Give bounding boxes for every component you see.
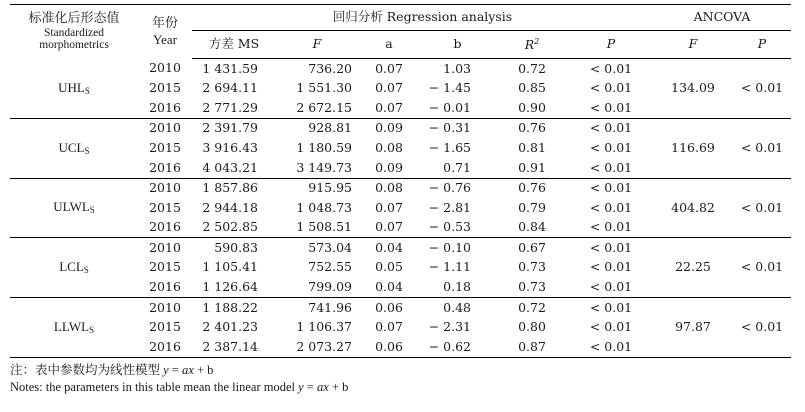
cell-ancova-f: 404.82 bbox=[653, 178, 733, 238]
cell-year: 2010 bbox=[149, 299, 181, 315]
cell-year: 2015 bbox=[149, 139, 181, 155]
cell-ms: 4 043.21 bbox=[192, 158, 276, 178]
cell-f: 915.95 bbox=[308, 180, 352, 196]
morph-label-text: UHL bbox=[58, 79, 85, 95]
cell-ancova-p: < 0.01 bbox=[733, 59, 791, 119]
cell-r2: 0.76 bbox=[518, 180, 546, 196]
morph-label-text: LCL bbox=[59, 259, 84, 275]
year-header bbox=[138, 5, 192, 59]
cell-ancova-f: 22.25 bbox=[653, 238, 733, 298]
table-row bbox=[10, 178, 791, 198]
cell-a: 0.06 bbox=[375, 299, 403, 315]
cell-f: 1 106.37 bbox=[296, 319, 352, 335]
cell-ancova-p: < 0.01 bbox=[733, 118, 791, 178]
morph-header-en-1: Standardized bbox=[43, 26, 105, 39]
morph-header-cn: 标准化后形态值 bbox=[28, 10, 120, 26]
cell-r2: 0.72 bbox=[518, 299, 546, 315]
cell-f: 928.81 bbox=[308, 120, 352, 136]
cell-year: 2010 bbox=[149, 180, 181, 196]
cell-f: 2 672.15 bbox=[276, 98, 358, 118]
cell-a: 0.07 bbox=[358, 98, 420, 118]
cell-p: < 0.01 bbox=[589, 319, 633, 335]
morph-label-sub: S bbox=[89, 205, 95, 216]
note-cn-eq: = bbox=[168, 363, 183, 377]
cell-p: < 0.01 bbox=[589, 80, 633, 96]
cell-b: − 1.11 bbox=[428, 259, 471, 275]
cell-ms: 2 694.11 bbox=[202, 80, 258, 96]
cell-ancova-p: < 0.01 bbox=[733, 298, 791, 358]
cell-year: 2016 bbox=[138, 337, 192, 357]
cell-r2: 0.73 bbox=[518, 259, 546, 275]
note-cn-x: x bbox=[188, 363, 194, 377]
cell-ms: 1 126.64 bbox=[192, 278, 276, 298]
cell-a: 0.07 bbox=[375, 199, 403, 215]
cell-p: < 0.01 bbox=[589, 199, 633, 215]
cell-a: 0.06 bbox=[358, 337, 420, 357]
ancova-f-header: F bbox=[653, 31, 733, 59]
cell-a: 0.07 bbox=[375, 319, 403, 335]
note-cn-a: a bbox=[182, 363, 189, 377]
r2-header-base: R bbox=[524, 36, 535, 52]
cell-year: 2015 bbox=[149, 319, 181, 335]
cell-ms: 590.83 bbox=[214, 239, 258, 255]
cell-ms: 2 502.85 bbox=[192, 218, 276, 238]
cell-a: 0.04 bbox=[358, 278, 420, 298]
note-en-plus: + bbox=[328, 380, 343, 394]
cell-p: < 0.01 bbox=[569, 98, 653, 118]
cell-f: 1 048.73 bbox=[296, 199, 352, 215]
r2-header bbox=[495, 31, 569, 59]
cell-b: 0.18 bbox=[420, 278, 495, 298]
cell-r2: 0.90 bbox=[495, 98, 569, 118]
note-en-x: x bbox=[323, 380, 329, 394]
cell-f: 2 073.27 bbox=[276, 337, 358, 357]
cell-b: − 0.62 bbox=[420, 337, 495, 357]
cell-b: 1.03 bbox=[443, 60, 471, 76]
cell-ancova-p: < 0.01 bbox=[733, 178, 791, 238]
cell-year: 2010 bbox=[149, 120, 181, 136]
cell-r2: 0.87 bbox=[495, 337, 569, 357]
cell-r2: 0.84 bbox=[495, 218, 569, 238]
morph-label-text: LLWL bbox=[53, 319, 90, 335]
cell-year: 2010 bbox=[149, 239, 181, 255]
cell-ancova-f: 116.69 bbox=[653, 118, 733, 178]
morph-label bbox=[10, 59, 138, 119]
cell-b: − 2.31 bbox=[428, 319, 471, 335]
cell-ms: 1 857.86 bbox=[202, 180, 258, 196]
cell-ms: 3 916.43 bbox=[202, 139, 258, 155]
cell-r2: 0.72 bbox=[518, 60, 546, 76]
cell-ms: 2 387.14 bbox=[192, 337, 276, 357]
cell-ms: 1 188.22 bbox=[202, 299, 258, 315]
cell-f: 741.96 bbox=[308, 299, 352, 315]
cell-b: 0.48 bbox=[443, 299, 471, 315]
cell-a: 0.04 bbox=[375, 239, 403, 255]
note-cn-b: b bbox=[207, 363, 214, 377]
f-header: F bbox=[276, 31, 358, 59]
morph-label bbox=[10, 238, 138, 298]
cell-ms: 1 431.59 bbox=[202, 60, 258, 76]
cell-r2: 0.76 bbox=[518, 120, 546, 136]
regression-group-header: 回归分析 Regression analysis bbox=[192, 5, 653, 31]
cell-b: − 0.10 bbox=[428, 239, 471, 255]
ancova-p-header: P bbox=[733, 31, 791, 59]
note-en bbox=[10, 380, 348, 395]
morph-label-text: ULWL bbox=[53, 199, 90, 215]
cell-f: 573.04 bbox=[308, 239, 352, 255]
note-en-y: y bbox=[298, 380, 304, 394]
cell-b: − 0.53 bbox=[420, 218, 495, 238]
cell-f: 1 551.30 bbox=[296, 80, 352, 96]
p-header: P bbox=[569, 31, 653, 59]
cell-p: < 0.01 bbox=[589, 139, 633, 155]
note-cn bbox=[10, 360, 213, 378]
cell-a: 0.07 bbox=[358, 218, 420, 238]
note-en-eq: = bbox=[303, 380, 317, 394]
b-header: b bbox=[420, 31, 495, 59]
note-cn-text: 注：表中参数均为线性模型 bbox=[10, 363, 164, 377]
morph-label bbox=[10, 118, 138, 178]
regression-table bbox=[10, 4, 791, 358]
cell-b: − 0.01 bbox=[420, 98, 495, 118]
cell-ms: 2 391.79 bbox=[202, 120, 258, 136]
morph-label-sub: S bbox=[89, 325, 95, 336]
note-en-a: a bbox=[316, 380, 324, 394]
cell-ms: 2 401.23 bbox=[202, 319, 258, 335]
cell-r2: 0.73 bbox=[495, 278, 569, 298]
cell-p: < 0.01 bbox=[589, 239, 633, 255]
cell-p: < 0.01 bbox=[589, 299, 633, 315]
cell-p: < 0.01 bbox=[589, 120, 633, 136]
cell-b: − 0.76 bbox=[428, 180, 471, 196]
note-cn-plus: + bbox=[193, 363, 208, 377]
cell-r2: 0.79 bbox=[518, 199, 546, 215]
cell-f: 799.09 bbox=[276, 278, 358, 298]
cell-a: 0.09 bbox=[375, 120, 403, 136]
cell-year: 2016 bbox=[138, 278, 192, 298]
table-row bbox=[10, 298, 791, 318]
morph-label-sub: S bbox=[84, 85, 90, 96]
morph-label bbox=[10, 178, 138, 238]
cell-b: 0.71 bbox=[420, 158, 495, 178]
cell-year: 2010 bbox=[149, 60, 181, 76]
cell-r2: 0.81 bbox=[518, 139, 546, 155]
cell-b: − 2.81 bbox=[428, 199, 471, 215]
note-en-text: Notes: the parameters in this table mean the linear model bbox=[10, 380, 299, 394]
cell-r2: 0.67 bbox=[518, 239, 546, 255]
cell-ms: 2 944.18 bbox=[202, 199, 258, 215]
cell-a: 0.08 bbox=[375, 139, 403, 155]
cell-f: 3 149.73 bbox=[276, 158, 358, 178]
cell-r2: 0.91 bbox=[495, 158, 569, 178]
a-header: a bbox=[358, 31, 420, 59]
cell-year: 2015 bbox=[149, 259, 181, 275]
morph-label-text: UCL bbox=[58, 139, 85, 155]
note-cn-y: y bbox=[163, 363, 169, 377]
cell-a: 0.08 bbox=[375, 180, 403, 196]
table-row bbox=[10, 59, 791, 79]
cell-ms: 2 771.29 bbox=[192, 98, 276, 118]
cell-a: 0.05 bbox=[375, 259, 403, 275]
cell-ancova-p: < 0.01 bbox=[733, 238, 791, 298]
cell-b: − 0.31 bbox=[428, 120, 471, 136]
cell-r2: 0.80 bbox=[518, 319, 546, 335]
cell-ms: 1 105.41 bbox=[202, 259, 258, 275]
cell-p: < 0.01 bbox=[569, 158, 653, 178]
morph-label-sub: S bbox=[83, 265, 89, 276]
cell-a: 0.07 bbox=[375, 80, 403, 96]
ancova-group-header: ANCOVA bbox=[653, 5, 791, 31]
cell-p: < 0.01 bbox=[589, 60, 633, 76]
cell-a: 0.07 bbox=[375, 60, 403, 76]
cell-p: < 0.01 bbox=[569, 218, 653, 238]
cell-f: 736.20 bbox=[308, 60, 352, 76]
cell-year: 2016 bbox=[138, 218, 192, 238]
cell-f: 1 508.51 bbox=[276, 218, 358, 238]
morph-label-sub: S bbox=[84, 145, 90, 156]
table-row bbox=[10, 238, 791, 258]
cell-ancova-f: 97.87 bbox=[653, 298, 733, 358]
cell-p: < 0.01 bbox=[569, 337, 653, 357]
cell-r2: 0.85 bbox=[518, 80, 546, 96]
cell-b: − 1.45 bbox=[428, 80, 471, 96]
cell-f: 752.55 bbox=[308, 259, 352, 275]
cell-b: − 1.65 bbox=[428, 139, 471, 155]
year-header-cn: 年份 bbox=[151, 16, 178, 32]
cell-p: < 0.01 bbox=[589, 259, 633, 275]
cell-year: 2015 bbox=[149, 80, 181, 96]
year-header-en: Year bbox=[153, 32, 177, 48]
cell-year: 2016 bbox=[138, 98, 192, 118]
variance-header: 方差 MS bbox=[192, 31, 276, 59]
morph-header bbox=[10, 5, 138, 59]
table-row bbox=[10, 118, 791, 138]
cell-ancova-f: 134.09 bbox=[653, 59, 733, 119]
morph-label bbox=[10, 298, 138, 358]
cell-p: < 0.01 bbox=[589, 180, 633, 196]
morph-header-en-2: morphometrics bbox=[39, 39, 109, 52]
cell-year: 2016 bbox=[138, 158, 192, 178]
cell-f: 1 180.59 bbox=[296, 139, 352, 155]
r2-header-sup: 2 bbox=[534, 36, 540, 46]
cell-p: < 0.01 bbox=[569, 278, 653, 298]
cell-year: 2015 bbox=[149, 199, 181, 215]
cell-a: 0.09 bbox=[358, 158, 420, 178]
note-en-b: b bbox=[342, 380, 349, 394]
